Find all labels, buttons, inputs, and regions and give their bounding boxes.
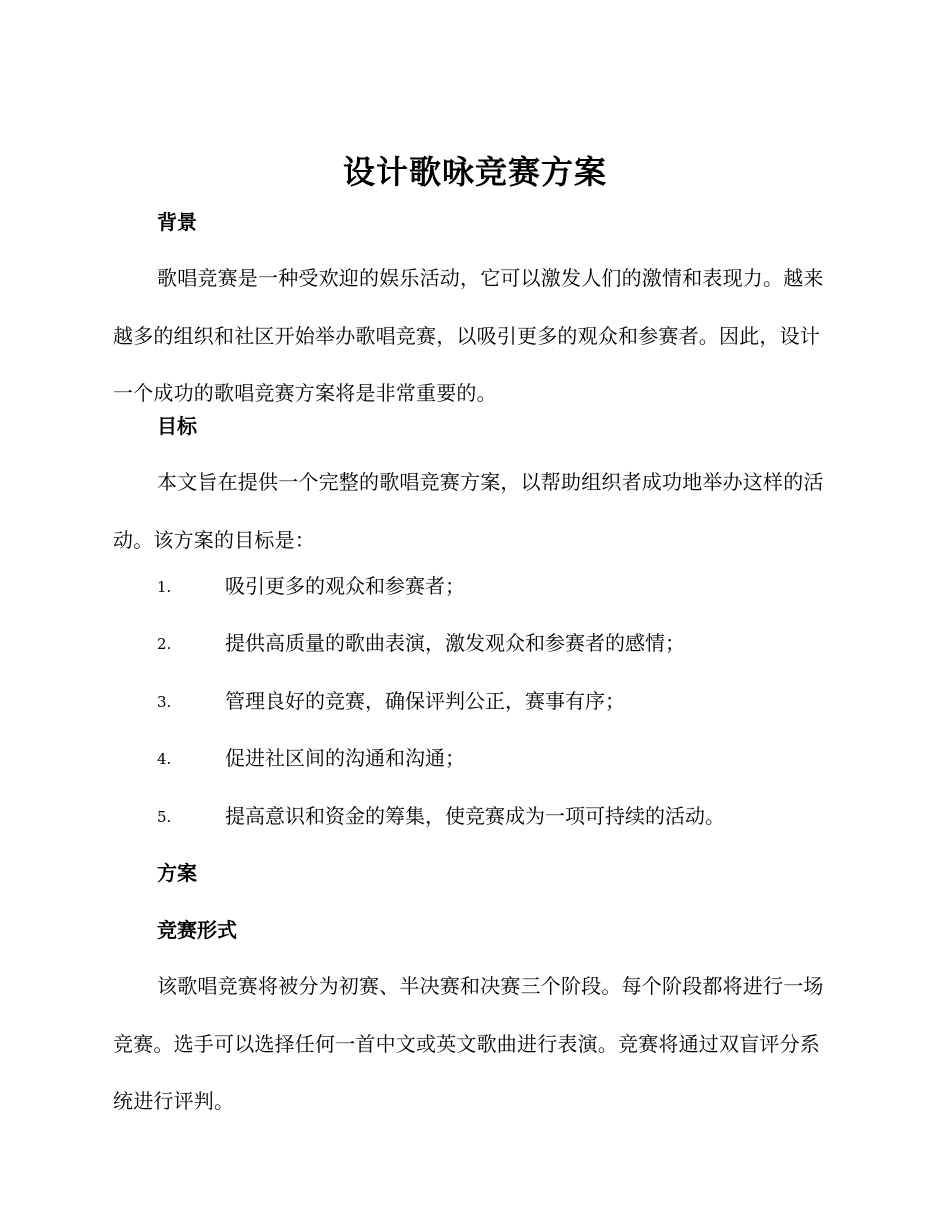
list-item [157,628,857,658]
list-item [157,801,857,831]
paragraph-goals: 本文旨在提供一个完整的歌唱竞赛方案，以帮助组织者成功地举办这样的活动。该方案的目标是： [113,470,824,552]
document-title: 设计歌咏竞赛方案 [342,153,607,191]
list-item-text: 吸引更多的观众和参赛者； [225,574,465,598]
list-item-text: 管理良好的竞赛，确保评判公正，赛事有序； [225,689,625,713]
heading-plan: 方案 [157,861,197,885]
list-item-number: 4. [157,750,172,768]
list-item-number: 1. [157,578,172,596]
list-item-text: 促进社区间的沟通和沟通； [225,746,465,770]
list-item-text: 提供高质量的歌曲表演，激发观众和参赛者的感情； [225,631,685,655]
paragraph-background: 歌唱竞赛是一种受欢迎的娱乐活动，它可以激发人们的激情和表现力。越来越多的组织和社区开始举办歌唱竞赛，以吸引更多的观众和参赛者。因此，设计一个成功的歌唱竞赛方案将是非常重要的。 [113,266,824,405]
heading-format: 竞赛形式 [157,918,237,942]
list-item [157,743,857,773]
list-item [157,686,857,716]
paragraph-format: 该歌唱竞赛将被分为初赛、半决赛和决赛三个阶段。每个阶段都将进行一场竞赛。选手可以选择任何一首中文或英文歌曲进行表演。竞赛将通过双盲评分系统进行评判。 [113,974,824,1113]
heading-goals: 目标 [157,414,197,438]
list-item-number: 5. [157,808,172,826]
list-item [157,571,857,601]
heading-background: 背景 [157,210,197,234]
list-item-number: 2. [157,635,172,653]
list-item-number: 3. [157,693,172,711]
list-item-text: 提高意识和资金的筹集，使竞赛成为一项可持续的活动。 [225,804,725,828]
